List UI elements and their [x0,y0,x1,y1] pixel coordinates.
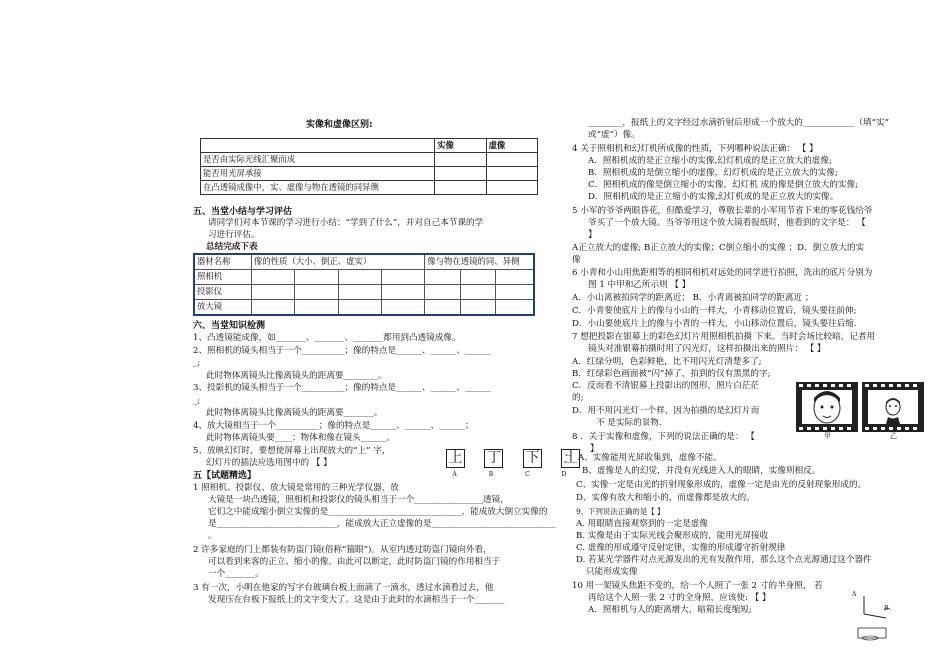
table-header-virtual: 虚像 [486,139,537,153]
question-text: 6 小青和小山用焦距相等的相同相机对远处的同学进行拍照，洗出的底片分别为 [572,268,873,278]
option-text: D．小山要使底片上的像与小青的一样大，小山移动位置后，镜头要往后缩. [572,319,857,329]
question-text: 3 有一次，小明在他家的写字台玻璃台板上面滴了一滴水，透过水滴看过去，他 [193,583,494,593]
option-text: C．照相机成的像是倒立缩小的实像，幻灯机 成的像是倒立放大的实像; [588,180,859,190]
option-text: C、实像一定是由光的折射现象形成的，虚像一定是由光的反射现象形成的。 [576,480,867,490]
option-text: 只能形成实像 [586,567,638,577]
option-text: D. 若某光学器件对点光源发出的光有发散作用，那么这个点光源通过这个器件 [576,555,872,565]
optics-illustration [850,588,895,646]
question-text: 8 ．关于实像和虚像，下列的说法正确的是： 【 [572,432,755,442]
option-text: 不 是实际的景物. [596,418,662,428]
section6-title: 六、当堂知识检测 [193,321,266,331]
table-cell: 照相机 [194,270,252,285]
table-header: 像与物在透镜的同、异侧 [425,254,534,270]
table-row [194,300,534,316]
figure-label-a: A [852,591,857,598]
table-row [201,167,538,181]
table-header: 器材名称 [194,254,252,270]
option-text: A．小山离被拍同学的距离近； B．小青离被拍同学的距离近 ； [572,293,814,303]
table-cell: 能否用光屏承接 [201,167,435,181]
option-label: D [561,471,567,478]
option-text: A．照相机成的是正立缩小的实像,幻灯机成的是正立放大的虚像; [588,156,832,166]
question-text: 一个_______。 [208,569,264,579]
optics-figure [850,588,895,646]
question-text: 10 用一架镜头焦距不变的，给一个人照了一张 2 寸的半身照， 若 [572,581,823,591]
option-text: A. 用眼睛直接观察到的一定是虚像 [576,519,708,529]
option-text: D．用不用闪光灯一个样，因为拍摄的是幻灯片而 [572,406,760,416]
question-text: 可以看到来客的正立、缩小的像。由此可以断定，此时防盗门镜的作用相当于 [208,557,501,567]
film-label-jia: 甲 [824,432,831,440]
question-text: 此时物体离镜头比像离镜头的距离要_______。 [206,408,383,418]
film-strip-figure [796,380,924,440]
option-text: A、实像能用光屏收集到，虚像不能。 [578,453,722,463]
table-header: 像的性质（大小、倒正、虚实） [252,254,425,270]
question-text: 】 [588,230,597,240]
question-text: 2 许多家庭的门上都装有防盗门镜(俗称“猫眼”)。从室内透过防盗门镜向外看， [193,545,492,555]
option-text: C．小青要使底片上的像与小山的一样大，小青移动位置后，镜头要往前伸; [572,306,857,316]
question-text: 1、凸透镜能成像，如_______、_______、_______都用到凸透镜成像。 [193,333,461,343]
question-text: 发现压在台板下报纸上的文字变大了。这是由于此时的水滴相当于一个_______ [208,595,505,605]
option-text: B、虚像是人的幻觉，并没有光线进入人的眼睛，实像则相反。 [582,466,821,476]
exam-title: 五【试题精选】 [193,471,257,481]
table-row [201,139,538,153]
slide-option-c: 下 [523,449,542,468]
table-cell [201,139,435,153]
question-text: 是____________________________，能成放大正立虚像的是_____________________________ [208,519,557,529]
film-strip-illustration [796,380,924,440]
table-row [201,181,538,195]
question-text: 镜头对准银幕拍摄时用了闪光灯，这样拍摄出来的照片： 【 】 [588,344,826,354]
question-text: 此时物体离镜头要____；物体和像在镜头______。 [206,433,396,443]
question-text: 】 [590,444,599,454]
question-text: ________，报纸上的文字经过水滴折射后形成一个放大的____________（填“实” [588,118,889,128]
figure-label-b: B [884,605,889,612]
option-label: A [452,471,457,478]
section5-intro: 请同学们对本节课的学习进行小结：“学到了什么”，并对自己本节课的学 [208,218,484,228]
option-text: 的; [572,393,584,403]
question-text: 幻灯片的插法应选用图中的 【 】 [206,458,332,468]
option-text: 像 [572,255,581,265]
question-text: 4、放大镜相当于一个__________；像的特点是______、______、______； [193,421,474,431]
question-text: 爷买了一个放大镜。当爷爷用这个放大镜看报纸时，他看到的文字是： 【 [588,218,866,228]
table-cell: 在凸透镜成像中，实、虚像与物在透镜的同异侧 [201,181,435,195]
question-text: 4 关于照相机和幻灯机所成像的性质，下列哪种说法正确： 【 】 [572,144,818,154]
section5-intro-2: 习进行评估。 [208,230,260,240]
slide-option-d: 上 [561,449,580,468]
slide-option-b: 丁 [484,449,503,468]
question-text: 3、投影机的镜头相当于一个__________；像的特点是______、______、______ [193,383,491,393]
table-row [194,270,534,285]
table-header-real: 实像 [435,139,486,153]
question-text: 它们之中能成缩小倒立实像的是_______________________________，能成放大倒立实像的 [208,507,548,517]
table-cell: 是否由实际光线汇聚而成 [201,153,435,167]
option-text: A正立放大的虚像; B正立放大的实像；C倒立缩小的实像 ；D、倒立放大的实 [572,243,865,253]
question-text: 5 小军的爷爷两眼昏花，但酷爱学习，尊敬长辈的小军用节省下来的零花钱给爷 [572,206,873,216]
question-text: 2、照相机的镜头相当于一个__________；像的特点是______、______、______ [193,346,491,356]
question-text: 1 照相机、投影仪、放大镜是常用的三种光学仪器，放 [193,483,399,493]
question-text: 。 [208,531,217,541]
question-text: _; [193,396,201,406]
table-row [194,254,534,270]
question-text: _; [193,358,201,368]
summary-title: 总结完成下表 [206,242,258,252]
question-text: 9、下列说法正确的是【 】 [576,507,665,516]
film-label-yi: 乙 [890,432,897,440]
option-label: C [525,471,530,478]
option-text: B．红绿彩色画面被“闪”掉了，拍到的仅有黑黑的字; [572,369,771,379]
table-row [201,153,538,167]
option-text: D．照相机成的是正立缩小的实像,幻灯机成的是正立放大的实像。 [588,192,839,202]
question-text: 或“虚”）像。 [588,130,640,140]
option-text: A．照相机与人的距离增大，暗箱长度缩短; [588,605,752,615]
summary-table [193,253,535,316]
question-text: 大镜是一块凸透镜，照相机和投影仪的镜头相当于一个________________透镜， [208,495,509,505]
question-text: 5、放映幻灯时，要想使屏幕上出现放大的“上” 字， [193,446,391,456]
slide-option-a: 上 [446,449,465,468]
question-text: 此时物体离镜头比像离镜头的距离要________。 [206,371,387,381]
option-text: C. 虚像的形成遵守反射定律，实像的形成遵守折射规律 [576,543,786,553]
option-text: B．照相机成的是倒立缩小的虚像，幻灯机成的是正立放大的实像; [588,168,838,178]
option-label: B [488,471,494,478]
option-text: A．红绿分明，色彩鲜艳，比不用闪光灯清楚多了; [572,357,762,367]
table-cell: 放大镜 [194,300,252,316]
option-text: D、实像有放大和缩小的，而虚像都是放大的。 [576,493,755,503]
question-text: 再给这个人照一张 2 寸的全身照，应该使: 【 】 [588,593,771,603]
real-virtual-table [200,138,538,195]
section5-title: 五、当堂小结与学习评估 [193,207,293,217]
real-virtual-title: 实像和虚像区别: [306,120,373,130]
table-cell: 投影仪 [194,285,252,300]
question-text: 图 1 中甲和乙所示则 【 】 [588,280,691,290]
table-row [194,285,534,300]
option-text: C．反而看不清银幕上投影出的图形，照片白茫茫 [572,381,760,391]
option-text: B. 实像是由于实际光线会聚形成的，能用光屏接收 [576,531,769,541]
question-text: 7 想把投影在银幕上的彩色幻灯片用照相机拍摄 下来。当时会场比较暗，记者用 [572,332,876,342]
